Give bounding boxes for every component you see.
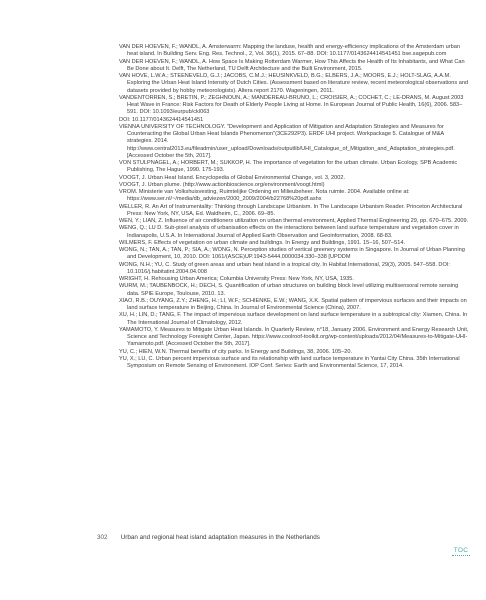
reference-entry: WONG, N.; TAN, A.; TAN, P.; SIA, A.; WONG, N. Perception studies of vertical greenery systems in Singapore. In Journal of Urban Planning and Development, 10, 2010. DOI: 1061/(ASCE)UP.1943-5444.0000034.330–338 [UPDDM bbox=[119, 247, 465, 261]
reference-entry: WILMERS, F. Effects of vegetation on urban climate and buildings. In Energy and Buildings, 1991. 15–16, 507–514. bbox=[119, 239, 405, 246]
reference-entry: WONG, N.H.; YU, C. Study of green areas and urban heat island in a tropical city. In Habitat International, 29(3), 2005. 547–558. DOI: 10.1016/j.habitatint.2004.04.008 bbox=[119, 261, 450, 275]
reference-entry: DOI: 10.1177/0143624414541451 bbox=[119, 116, 204, 123]
reference-entry: WELLER, R. An Art of Instrumentality: Thinking through Landscape Urbanism. In The Landscape Urbanism Reader. Princeton Architectural Press: New York, NY, USA, Ed. Waldheim, C., 2006. 69–85. bbox=[119, 203, 463, 217]
reference-entry: VON STULPNAGEL, A.; HORBERT, M.; SUKKOP, H. The importance of vegetation for the urban climate. Urban Ecology, SPB Academic Publishing, The Hague, 1990. 175-193. bbox=[119, 160, 458, 174]
reference-entry: XU, H.; LIN, D.; TANG, F. The impact of impervious surface development on land surface temperature in a subtropical city: Xiamen, China. In The International Journal of Climatology, 2012. bbox=[119, 312, 468, 326]
reference-entry: YU, C.; HIEN, W.N. Thermal benefits of city parks. In Energy and Buildings, 38, 2006. 105–20. bbox=[119, 348, 353, 355]
reference-entry: VAN DER HOEVEN, F.; WANDL, A. Amsterwarm: Mapping the landuse, health and energy-efficiency implications of the Amsterdam urban heat island. In Building Serv. Eng. Res. Technol., 2, Vol. 36(1), 2015. 67–88. DOI: 10.1177/0143624414541451 bse.sagepub.com bbox=[119, 44, 460, 58]
reference-entry: WURM, M.; TAUBENBOCK, H.; DECH, S. Quantification of urban structures on building block level utilizing multisensoral remote sensing data. SPIE Europe, Toulouse, 2010. 13. bbox=[119, 283, 459, 297]
reference-entry: VROM. Ministerie van Volkshuisvesting, Ruimtelijke Ordening en Milieubeheer. Nota ruimte. 2004. Available online at: https://www.ser.nl/~/media/db_adviezen/2000_2009/2004/b22768%20pdf.ashx bbox=[119, 189, 410, 203]
toc-link[interactable] bbox=[452, 547, 470, 558]
reference-entry: VANDENTORREN, S.; BRETIN, P.; ZEGHNOUN, A.; MANDEREAU-BRUNO, L.; CROISIER, A.; COCHET, C.; LE-DRANS, M. August 2003 Heat Wave in France: Risk Factors for Death of Elderly People Living at Home. In European Journal of Public Health, 16(6), 2006. 583–591. DOI: 10.1093/eurpub/ckl063 bbox=[119, 94, 464, 116]
reference-entry: XIAO, R.B.; OUYANG, Z.Y.; ZHENG, H.; LI, W.F.; SCHIENKE, E.W.; WANG, X.K. Spatial pattern of impervious surfaces and their impacts on land surface temperature in Beijing, China. In Journal of Environmental Science (China), 2007. bbox=[119, 297, 467, 311]
reference-entry: VAN HOVE, L.W.A.; STEENEVELD, G.J.; JACOBS, C.M.J.; HEUSINKVELD, B.G.; ELBERS, J.A.; MOORS, E.J.; HOLT-SLAG, A.A.M. Exploring the Urban Heat Island Intensity of Dutch Cities. (Assessment based on literature review, recent meteorological observations and datasets provided by hobby meteorologists). Altera report 2170. Wageningen, 2011. bbox=[119, 73, 469, 94]
running-title: Urban and regional heat island adaptation measures in the Netherlands bbox=[120, 534, 320, 541]
reference-entry: VAN DER HOEVEN, F.; WANDL, A. How Space Is Making Rotterdam Warmer, How This Affects the Health of Its Inhabitants, and What Can Be Done about It. Delft, The Netherland, TU Delft Architecture and the Built Environment, 2015. bbox=[119, 58, 465, 72]
reference-entry: YU, X.; LU, C. Urban percent impervious surface and its relationship with land surface temperature in Yantai City China. 35th International Symposium on Remote Sensing of Environment. IOP Conf. Series: Earth and Environmental Science, 17, 2014. bbox=[119, 355, 460, 369]
toc-underline bbox=[452, 555, 470, 558]
reference-entry: WEN, Y.; LIAN, Z. Influence of air conditioners utilization on urban thermal environment, Applied Thermal Engineering 29, pp. 670–675. 2009. bbox=[119, 218, 469, 224]
page-number: 302 bbox=[97, 534, 108, 541]
reference-entry: YAMAMOTO, Y. Measures to Mitigate Urban Heat Islands. In Quarterly Review, n°18, January 2006. Environment and Energy Research Unit, Science and Technology Foresight Center, Japan. https://www.coolroof-toolkit.org/wp-content/uploads/2012/04/Measures-to-Mitigate-UHI-Yamamoto.pdf. [Accessed October the 5th, 2017]. bbox=[119, 326, 469, 348]
toc-label: TOC bbox=[453, 547, 469, 554]
reference-entry: WENG, Q.; LU D. Sub-pixel analysis of urbanisation effects on the interactions between land surface temperature and vegetation cover in Indianapolis, U.S.A. In International Journal of Applied Earth Observation and Geoinformation, 2008. 68-83. bbox=[119, 225, 459, 239]
page-footer bbox=[97, 534, 320, 541]
reference-entry: VOOGT, J. Urban Heat Island. Encyclopedia of Global Environmental Change, vol. 3, 2002. bbox=[119, 174, 346, 181]
reference-entry: VOOGT, J. Urban plume. (http://www.actionbioscience.org/environment/voogt.html) bbox=[119, 181, 325, 188]
reference-entry: WRIGHT, H. Rehousing Urban America; Columbia University Press: New York, NY, USA, 1935. bbox=[119, 276, 354, 282]
reference-list bbox=[119, 44, 471, 370]
reference-entry: VIENNA UNIVERSITY OF TECHNOLOGY. "Development and Application of Mitigation and Adaptation Strategies and Measures for Counteracting the Global Urban Heat Islands Phenomenon"(3CE292P3). ERDF UHI project. Workpackage 5. Catalogue of M&A strategies. 2014. http://www.central2013.eu/fileadmin/user_upload/Downloads/outputlib/UHI_Catalogue_of_Mitigation_and_Adaptation_strategies.pdf. [Accessed October the 5th, 2017]. bbox=[119, 123, 455, 159]
